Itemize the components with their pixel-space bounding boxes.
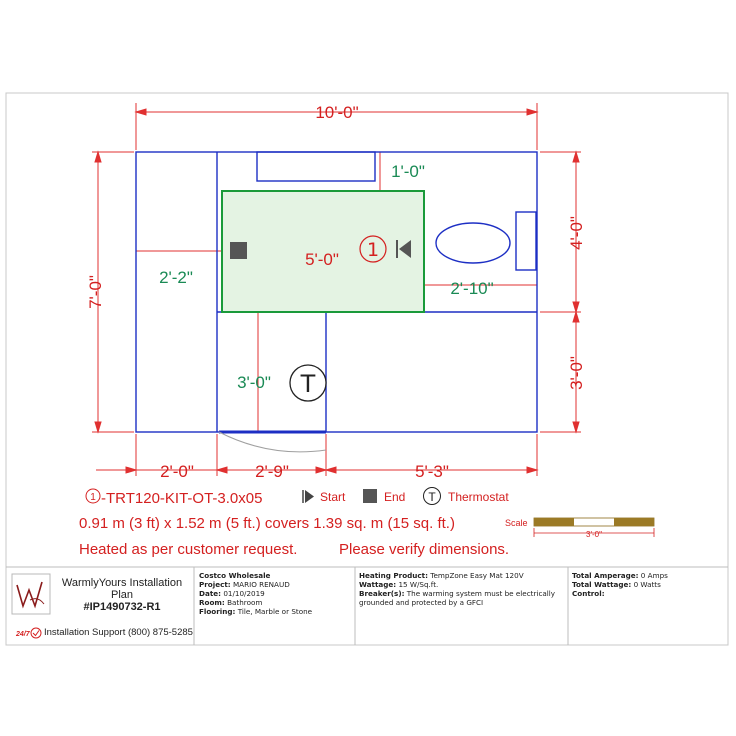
- amperage-value: 0 Amps: [640, 571, 668, 580]
- scale-value: 3'-0": [586, 530, 602, 539]
- control-label: Control:: [572, 589, 605, 598]
- customer-name: Costco Wholesale: [199, 571, 271, 580]
- breakers-label: Breaker(s):: [359, 589, 405, 598]
- title-block-project: [199, 571, 312, 616]
- dim-mat-bottom-gap: 3'-0": [237, 373, 271, 392]
- dim-mat-left-gap: 2'-2": [159, 268, 193, 287]
- toilet-bowl: [436, 223, 510, 263]
- dim-mat-width: 5'-0": [305, 250, 339, 269]
- dim-mat-right-gap: 2'-10": [450, 279, 494, 298]
- date-label: Date:: [199, 589, 222, 598]
- breakers-value-2: grounded and protected by a GFCI: [359, 598, 484, 607]
- legend-thermostat-label: Thermostat: [448, 490, 509, 504]
- dim-bottom-left: 2'-0": [160, 462, 194, 481]
- company-name: WarmlyYours Installation: [61, 577, 183, 589]
- amperage-label: Total Amperage:: [572, 571, 639, 580]
- dim-mat-top-gap: 1'-0": [391, 162, 425, 181]
- dim-right-lower: 3'-0": [567, 356, 586, 390]
- legend-start-icon: [303, 490, 314, 503]
- cabinet: [257, 152, 375, 181]
- legend-end-icon: [363, 489, 377, 503]
- dim-bottom-mid: 2'-9": [255, 462, 289, 481]
- date-value: 01/10/2019: [223, 589, 265, 598]
- title-block-product: [359, 571, 555, 607]
- legend-thermostat-symbol: T: [428, 490, 436, 504]
- dim-overall-height: 7'-0": [86, 275, 105, 309]
- heating-label: Heating Product:: [359, 571, 428, 580]
- project-value: MARIO RENAUD: [232, 580, 290, 589]
- title-block-company: [52, 577, 192, 614]
- zone-number: 1: [366, 239, 380, 261]
- door-swing: [219, 432, 326, 452]
- project-label: Project:: [199, 580, 231, 589]
- total-wattage-value: 0 Watts: [633, 580, 661, 589]
- support-line: Installation Support (800) 875-5285: [44, 627, 193, 638]
- flooring-value: Tile, Marble or Stone: [237, 607, 313, 616]
- plan-id: #IP1490732-R1: [83, 601, 161, 613]
- heating-value: TempZone Easy Mat 120V: [430, 571, 524, 580]
- title-block-electrical: [572, 571, 668, 598]
- scale-label: Scale: [505, 518, 528, 528]
- dim-overall-width: 10'-0": [315, 103, 359, 122]
- legend-end-label: End: [384, 490, 406, 504]
- thermostat-symbol: T: [300, 370, 316, 398]
- wattage-label: Wattage:: [359, 580, 397, 589]
- coverage-note: 0.91 m (3 ft) x 1.52 m (5 ft.) covers 1.39 sq. m (15 sq. ft.): [79, 515, 455, 532]
- room-value: Bathroom: [227, 598, 263, 607]
- kit-model: -TRT120-KIT-OT-3.0x05: [101, 490, 263, 507]
- mat-end-marker: [230, 242, 247, 259]
- page-frame: [6, 93, 728, 645]
- company-name-line2: Plan: [110, 589, 134, 601]
- flooring-label: Flooring:: [199, 607, 236, 616]
- room-label: Room:: [199, 598, 225, 607]
- toilet-tank: [516, 212, 536, 270]
- warmlyyours-logo: [12, 574, 50, 614]
- dim-right-upper: 4'-0": [567, 216, 586, 250]
- verify-dimensions-note: Please verify dimensions.: [339, 541, 510, 558]
- wattage-value: 15 W/Sq.ft.: [398, 580, 439, 589]
- customer-request-note: Heated as per customer request.: [79, 541, 298, 558]
- total-wattage-label: Total Wattage:: [572, 580, 632, 589]
- kit-number: 1: [90, 492, 96, 503]
- dim-bottom-right: 5'-3": [415, 462, 449, 481]
- legend-start-label: Start: [320, 490, 346, 504]
- support-badge-icon: [31, 628, 41, 638]
- support-badge-text: 24/7: [16, 631, 30, 638]
- breakers-value: The warming system must be electrically: [406, 589, 556, 598]
